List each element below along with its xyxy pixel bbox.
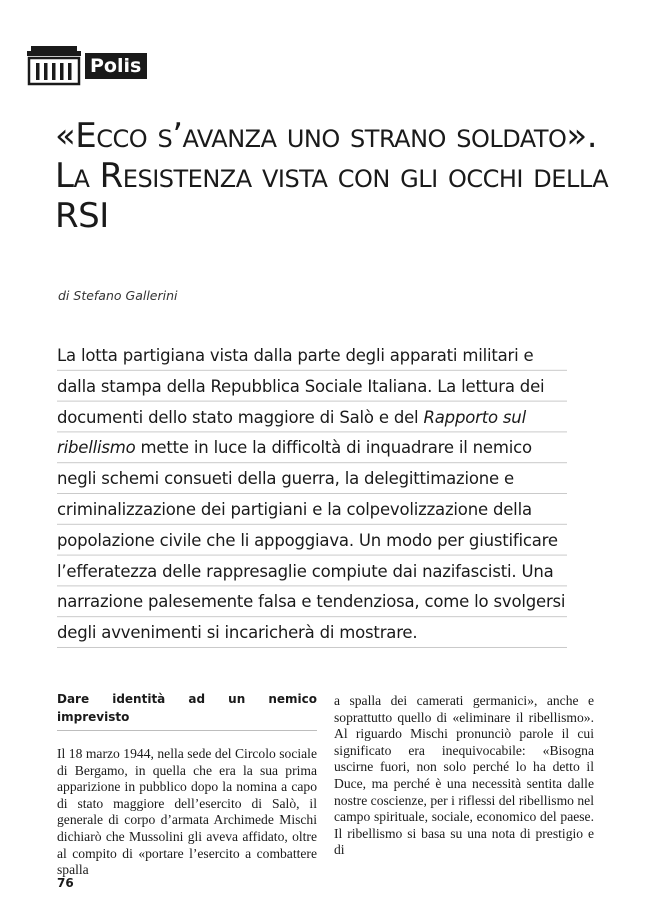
article-abstract [57,341,567,649]
page-number: 76 [57,876,74,890]
article-title: «Ecco s’avanza uno strano soldato». La Resistenza vista con gli occhi della RSI [55,116,609,236]
building-icon [27,46,81,86]
left-column [57,690,317,879]
body-text-left: Il 18 marzo 1944, nella sede del Circolo sociale di Bergamo, in quella che era la sua prima apparizione in pubblico dopo la nomina a capo di stato maggiore dell’esercito di Salò, il generale di corpo d’armata Archimede Mischi dichiarò che Mussolini gli aveva affidato, oltre al compito di «portare l’esercito a combattere spalla [57,746,317,878]
section-subheading: Dare identità ad un nemico imprevisto [57,690,317,731]
abstract-italic: Rapporto sul ribellismo [57,407,526,458]
right-column [334,693,594,859]
body-text-right: a spalla dei camerati germanici», anche e soprattutto quello di «eliminare il ribellismo». Al riguardo Mischi pronunciò parole il cui significato era inequivocabile: «Bisogna uscirne fuori, non solo perché lo ha detto il Duce, ma perché è una necessità sentita dalle nostre coscienze, per i riflessi del ribellismo nel campo spirituale, sociale, economico del paese. Il ribellismo si basa su una nota di prestigio e di [334,693,594,858]
byline: di Stefano Gallerini [58,288,178,303]
section-label: Polis [85,53,147,79]
abstract-text: La lotta partigiana vista dalla parte degli apparati militari e dalla stampa della Repubblica Sociale Italiana. La lettura dei documenti dello stato maggiore di Salò e del [57,346,545,427]
section-header [27,46,147,86]
abstract-text-continued: mette in luce la difficoltà di inquadrare il nemico negli schemi consueti della guerra, la delegittimazione e criminalizzazione dei partigiani e la colpevolizzazione della popolazione civile che li appoggiava. Un modo per giustificare l’efferatezza delle rappresaglie compiute dai nazifascisti. Una narrazione palesemente falsa e tendenziosa, come lo svolgersi degli avvenimenti si incaricherà di mostrare. [57,438,566,643]
